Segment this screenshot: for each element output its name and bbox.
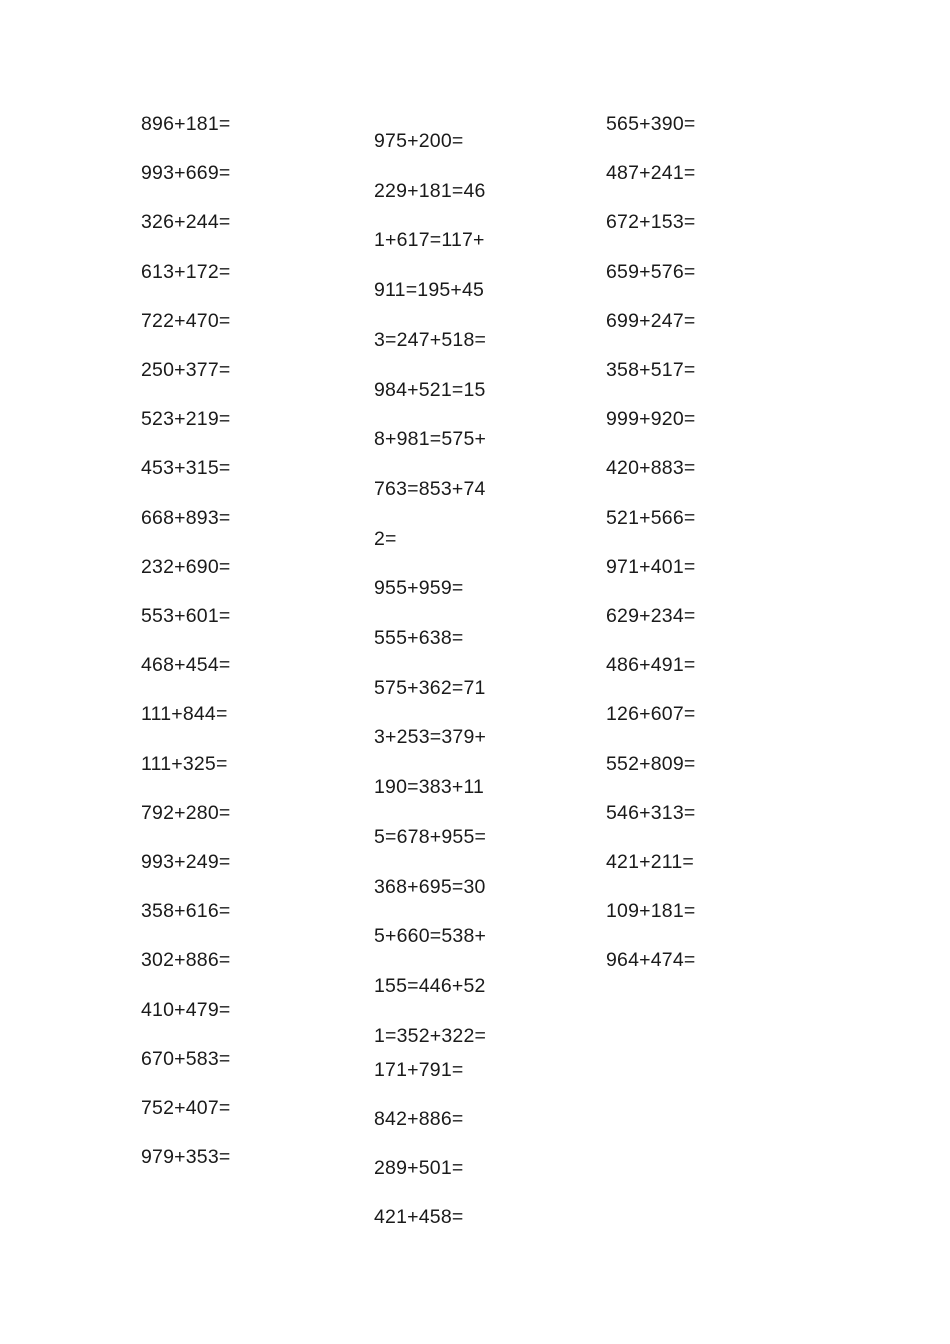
equation-line: 670+583=: [141, 1047, 231, 1070]
equation-line: 911=195+45: [374, 279, 485, 302]
equation-line: 468+454=: [141, 654, 231, 677]
equation-line: 1=352+322=: [374, 1024, 487, 1047]
equation-line: 896+181=: [141, 113, 231, 135]
equation-line: 546+313=: [606, 801, 696, 824]
equation-line: 552+809=: [606, 752, 696, 775]
equation-line: 699+247=: [606, 309, 696, 332]
equation-line: 420+883=: [606, 457, 696, 480]
equation-line: 979+353=: [141, 1146, 231, 1169]
equation-line: 523+219=: [141, 408, 231, 431]
equation-line: 984+521=15: [374, 378, 486, 401]
equation-line: 752+407=: [141, 1097, 231, 1119]
equation-line: 5+660=538+: [374, 925, 487, 948]
equation-line: 1+617=117+: [374, 229, 485, 252]
equation-line: 486+491=: [606, 654, 696, 677]
equation-line: 668+893=: [141, 506, 231, 529]
equation-line: 975+200=: [374, 130, 464, 152]
equation-line: 289+501=: [374, 1157, 464, 1179]
equation-line: 326+244=: [141, 211, 231, 234]
equation-line: 368+695=30: [374, 875, 486, 898]
equation-line: 171+791=: [374, 1059, 464, 1081]
equation-line: 453+315=: [141, 457, 231, 480]
equation-line: 659+576=: [606, 260, 696, 283]
equation-line: 410+479=: [141, 998, 231, 1021]
equation-line: 2=: [374, 527, 397, 550]
equation-line: 575+362=71: [374, 676, 486, 699]
equation-line: 109+181=: [606, 900, 696, 923]
equation-line: 3=247+518=: [374, 328, 487, 351]
equation-line: 126+607=: [606, 703, 696, 726]
equation-line: 155=446+52: [374, 974, 486, 997]
equation-line: 302+886=: [141, 949, 231, 972]
equation-line: 111+844=: [141, 703, 228, 726]
equation-line: 190=383+11: [374, 776, 485, 799]
equation-line: 763=853+74: [374, 477, 486, 500]
equation-line: 358+517=: [606, 359, 696, 381]
equation-line: 565+390=: [606, 113, 696, 135]
equation-line: 3+253=379+: [374, 726, 487, 749]
equation-line: 250+377=: [141, 359, 231, 381]
equation-line: 232+690=: [141, 555, 231, 578]
equation-line: 955+959=: [374, 577, 464, 600]
equation-line: 993+669=: [141, 162, 231, 185]
equation-line: 521+566=: [606, 506, 696, 529]
equation-line: 672+153=: [606, 211, 696, 234]
equation-line: 421+211=: [606, 851, 694, 873]
equation-line: 999+920=: [606, 408, 696, 431]
equation-line: 629+234=: [606, 605, 696, 627]
equation-line: 487+241=: [606, 162, 696, 185]
equation-line: 842+886=: [374, 1108, 464, 1130]
equation-line: 964+474=: [606, 949, 696, 972]
equation-line: 792+280=: [141, 801, 231, 824]
equation-line: 229+181=46: [374, 179, 486, 202]
equation-line: 613+172=: [141, 260, 231, 283]
equation-line: 421+458=: [374, 1206, 464, 1228]
equation-line: 555+638=: [374, 627, 464, 649]
equation-line: 553+601=: [141, 605, 231, 627]
equation-line: 358+616=: [141, 900, 231, 923]
equation-line: 5=678+955=: [374, 825, 487, 848]
equation-line: 993+249=: [141, 851, 231, 873]
equation-line: 111+325=: [141, 752, 228, 775]
equation-line: 971+401=: [606, 555, 696, 578]
equation-line: 722+470=: [141, 309, 231, 332]
equation-line: 8+981=575+: [374, 428, 487, 451]
